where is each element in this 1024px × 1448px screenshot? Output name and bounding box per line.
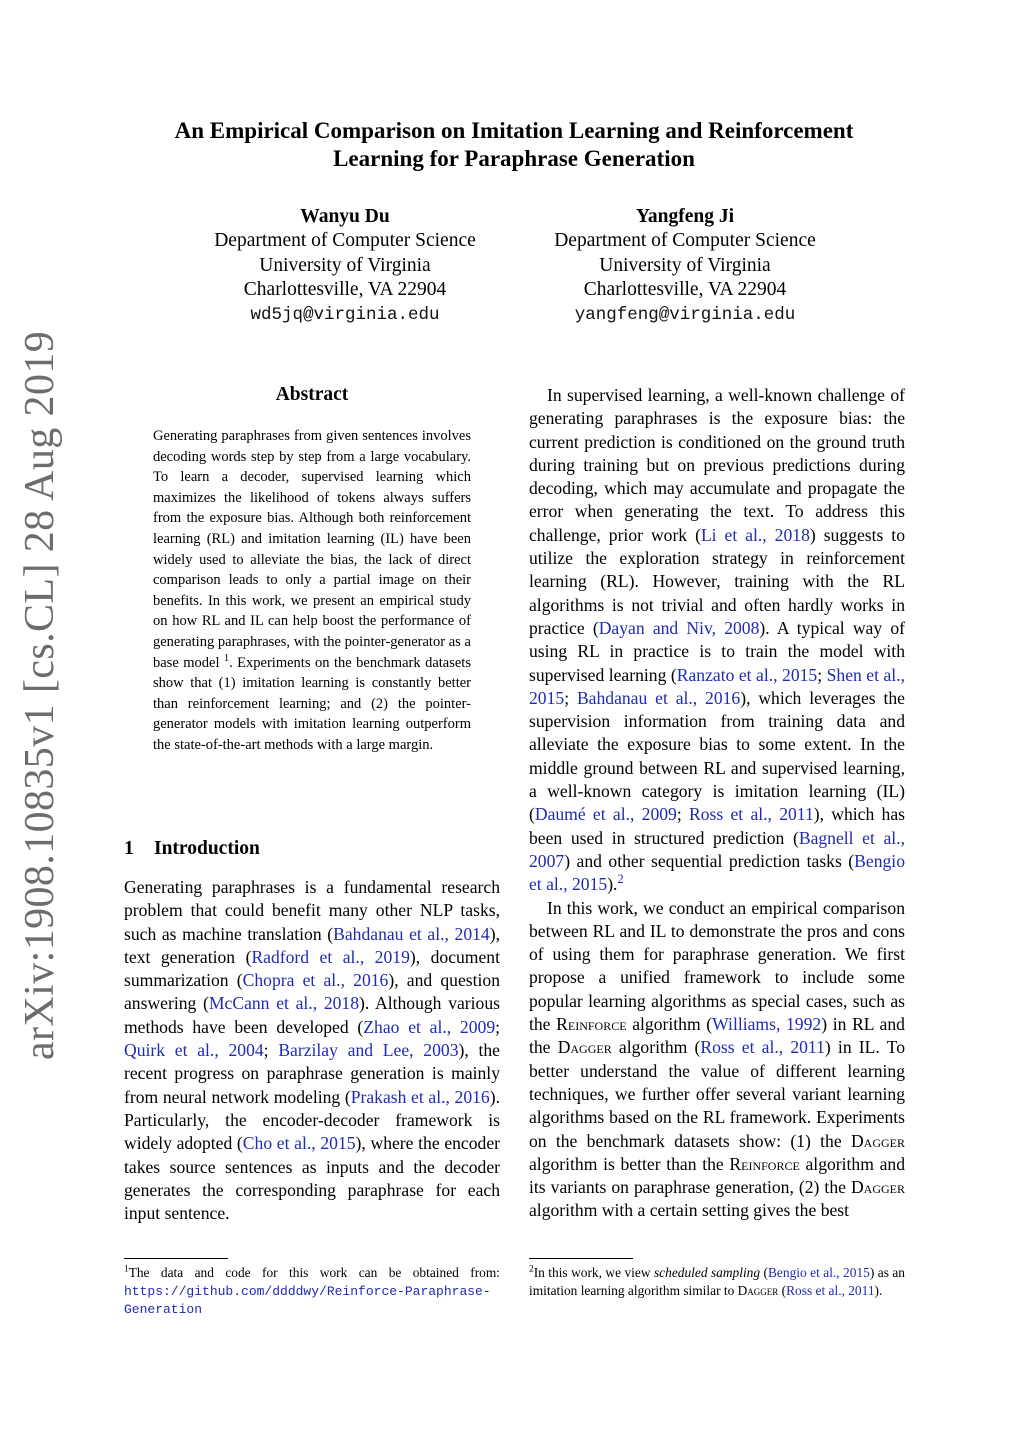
citation-link[interactable]: Chopra et al., 2016 [242, 970, 389, 991]
text-run: algorithm ( [626, 1014, 713, 1035]
text-run: ) in RL and the [529, 1014, 905, 1058]
text-run: ). Particularly, the encoder-decoder framework is widely adopted ( [124, 1086, 500, 1154]
author-name: Wanyu Du [300, 206, 390, 227]
citation-link[interactable]: Ranzato et al., 2015 [676, 664, 818, 685]
citation-link[interactable]: Barzilay and Lee, 2003 [278, 1040, 459, 1061]
text-run: algorithm ( [611, 1037, 701, 1058]
section-heading-introduction [124, 838, 260, 860]
citation-link[interactable]: Li et al., 2018 [700, 524, 810, 545]
text-run: algorithm with a certain setting gives the best [529, 1200, 850, 1221]
citation-link[interactable]: Cho et al., 2015 [242, 1133, 356, 1154]
algorithm-name: Dagger [557, 1037, 612, 1058]
author-dept: Department of Computer Science [214, 230, 476, 252]
citation-link[interactable]: Ross et al., 2011 [700, 1037, 825, 1058]
text-run: ), which leverages the supervision information from training data and alleviate the exposure bias to some extent. In the middle ground between RL and supervised learning, a well-known category is imitation learning (IL) ( [529, 687, 905, 825]
author-city: Charlottesville, VA 22904 [583, 278, 787, 300]
title-line-2: Learning for Paraphrase Generation [333, 146, 695, 171]
text-run: ). Although various methods have been developed ( [124, 993, 500, 1037]
paper-title [120, 117, 908, 173]
citation-link[interactable]: Dayan and Niv, 2008 [598, 617, 760, 638]
abstract-text: Generating paraphrases from given sentences involves decoding words step by step from a large vocabulary. To learn a decoder, supervised learning which maximizes the likelihood of tokens always suffers from the exposure bias. Although both reinforcement learning (RL) and imitation learning (IL) have been widely used to alleviate the bias, the lack of direct comparison leads to only a partial image on their benefits. In this work, we present an empirical study on how RL and IL can help boost the performance of generating paraphrases, with the pointer-generator as a base model [153, 428, 471, 671]
text-run: ) suggests to utilize the exploration strategy in reinforcement learning (RL). However, training with the RL algorithms is not trivial and often hardly works in practice ( [529, 524, 905, 638]
intro-paragraph-2 [529, 384, 905, 897]
citation-link[interactable]: Bahdanau et al., 2014 [333, 923, 490, 944]
text-run: algorithm and its variants on paraphrase generation, (2) the [529, 1153, 905, 1198]
text-run: ), document summarization ( [124, 946, 500, 991]
author-email[interactable]: wd5jq@virginia.edu [250, 305, 440, 326]
footnote-text [529, 1265, 905, 1298]
text-run: ), which has been used in structured prediction ( [529, 804, 905, 848]
author-name: Yangfeng Ji [635, 206, 735, 227]
citation-link[interactable]: Quirk et al., 2004 [124, 1040, 264, 1061]
abstract-body [153, 426, 471, 756]
text-run: ). [874, 1282, 883, 1298]
text-run: ( [778, 1282, 787, 1298]
section-number: 1 [124, 838, 134, 859]
text-run: ) as an imitation learning algorithm similar to [529, 1265, 905, 1298]
author-univ: University of Virginia [599, 254, 771, 276]
text-run: ), and question answering ( [124, 970, 500, 1014]
author-dept: Department of Computer Science [554, 230, 816, 252]
text-run: ; [263, 1040, 279, 1061]
citation-link[interactable]: McCann et al., 2018 [208, 993, 360, 1014]
abstract-heading: Abstract [275, 384, 349, 405]
intro-paragraph-3 [529, 897, 905, 1223]
author-email[interactable]: yangfeng@virginia.edu [574, 305, 796, 326]
citation-link[interactable]: Daumé et al., 2009 [534, 804, 677, 825]
right-column [529, 384, 905, 1223]
algorithm-name: Reinforce [556, 1014, 627, 1035]
text-run: ; [817, 664, 827, 685]
emphasis-text: scheduled sampling [653, 1265, 761, 1280]
text-run: ; [564, 687, 577, 708]
citation-link[interactable]: Ross et al., 2011 [786, 1282, 875, 1298]
algorithm-name: Dagger [850, 1130, 905, 1151]
text-run: In this work, we view [533, 1265, 654, 1280]
left-column [124, 876, 500, 1225]
author-block-1 [185, 205, 505, 327]
author-univ: University of Virginia [259, 254, 431, 276]
text-run: ) in IL. To better understand the value of different learning techniques, we further offer several variant learning algorithms based on the RL framework. Experiments on the benchmark datasets show: (1) the [529, 1037, 905, 1151]
text-run: In this work, we conduct an empirical comparison between RL and IL to demonstrate the pros and cons of using them for paraphrase generation. We first propose a unified framework to include some popular learning algorithms as special cases, such as the [529, 897, 905, 1035]
section-title: Introduction [154, 838, 260, 859]
title-line-1: An Empirical Comparison on Imitation Learning and Reinforcement [174, 118, 854, 143]
text-run: ; [495, 1016, 501, 1037]
author-block-2 [525, 205, 845, 327]
citation-link[interactable]: Williams, 1992 [712, 1014, 822, 1035]
citation-link[interactable]: Bengio et al., 2015 [529, 850, 905, 895]
footnote-marker[interactable]: 1 [224, 652, 230, 664]
algorithm-name: Dagger [850, 1177, 905, 1198]
text-run: ( [760, 1265, 768, 1280]
algorithm-name: Dagger [737, 1282, 779, 1298]
text-run: ). [607, 874, 618, 895]
text-run: ), the recent progress on paraphrase generation is mainly from neural network modeling ( [124, 1040, 500, 1107]
footnote-divider [529, 1258, 633, 1259]
citation-link[interactable]: Prakash et al., 2016 [350, 1086, 490, 1107]
intro-paragraph-1 [124, 876, 500, 1225]
text-run: ; [676, 804, 689, 825]
text-run: algorithm is better than the [529, 1153, 730, 1174]
footnote-2 [529, 1264, 905, 1299]
citation-link[interactable]: Bagnell et al., 2007 [529, 827, 905, 871]
footnote-1 [124, 1264, 500, 1319]
citation-link[interactable]: Bengio et al., 2015 [768, 1265, 870, 1280]
arxiv-stamp: arXiv:1908.10835v1 [cs.CL] 28 Aug 2019 [17, 330, 63, 1060]
code-repo-link[interactable]: https://github.com/ddddwy/Reinforce-Paraphrase-Generation [124, 1283, 491, 1317]
text-run: In supervised learning, a well-known challenge of generating paraphrases is the exposure bias: the current prediction is conditioned on the ground truth during training but on previous predictions during decoding, which may accumulate and propagate the error when generating the text. To address this challenge, prior work ( [529, 385, 905, 545]
citation-link[interactable]: Shen et al., 2015 [529, 664, 905, 708]
text-run: ). A typical way of using RL in practice is to train the model with supervised learning ( [529, 617, 905, 685]
footnote-marker: 2 [529, 1264, 534, 1275]
text-run: ), where the encoder takes source sentences as inputs and the decoder generates the corresponding paraphrase for each input sentence. [124, 1133, 500, 1224]
text-run: ), text generation ( [124, 923, 500, 967]
abstract-text: . Experiments on the benchmark datasets show that (1) imitation learning is constantly better than reinforcement learning; and (2) the pointer-generator models with imitation learning outperform the state-of-the-art methods with a large margin. [153, 654, 471, 753]
citation-link[interactable]: Bahdanau et al., 2016 [576, 687, 741, 708]
footnote-divider [124, 1258, 228, 1259]
footnote-marker[interactable]: 2 [617, 872, 624, 887]
algorithm-name: Reinforce [729, 1153, 800, 1174]
citation-link[interactable]: Zhao et al., 2009 [363, 1016, 496, 1037]
footnote-text: The data and code for this work can be obtained from: [128, 1265, 500, 1280]
author-city: Charlottesville, VA 22904 [243, 278, 447, 300]
text-run: ) and other sequential prediction tasks ( [564, 850, 855, 871]
footnote-marker: 1 [124, 1264, 129, 1275]
citation-link[interactable]: Ross et al., 2011 [689, 804, 814, 825]
text-run: Generating paraphrases is a fundamental research problem that could benefit many other NLP tasks, such as machine translation ( [124, 877, 500, 944]
citation-link[interactable]: Radford et al., 2019 [251, 946, 410, 967]
